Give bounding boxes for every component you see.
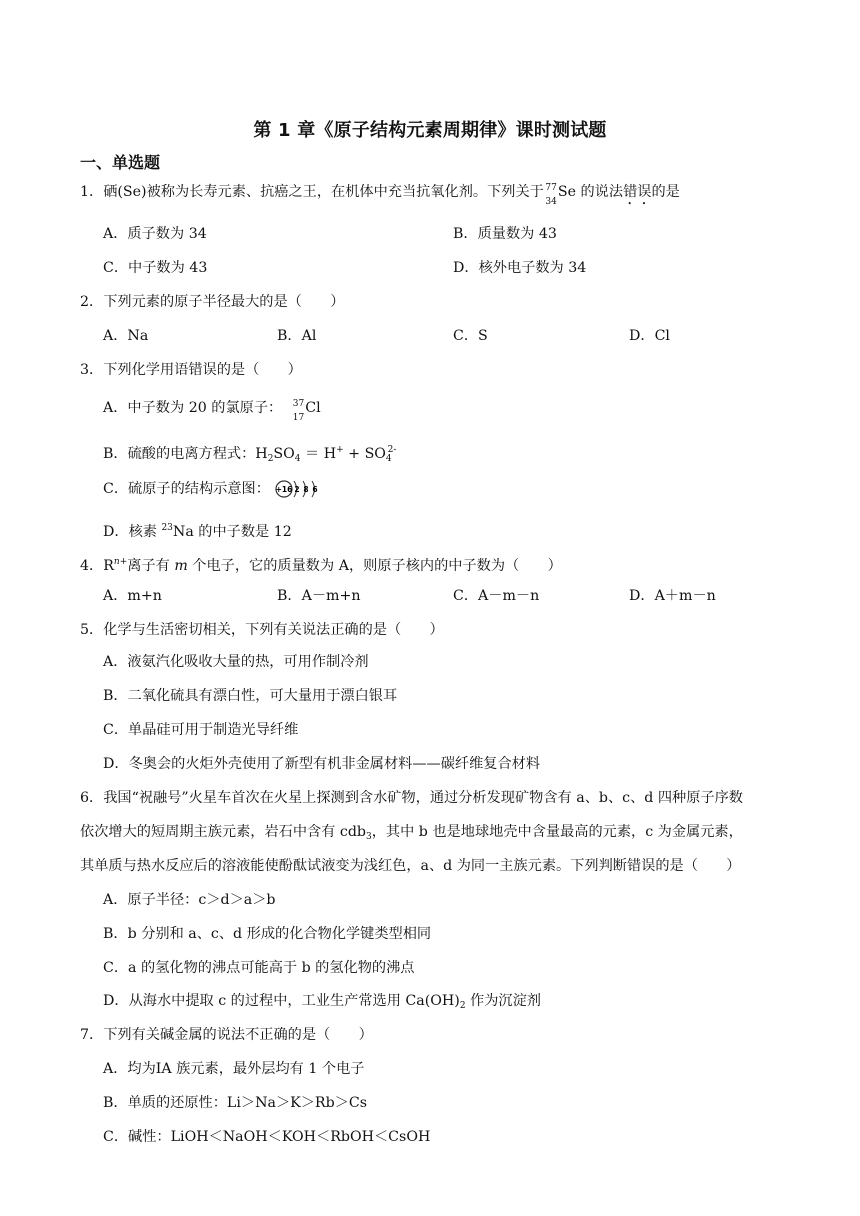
document-title: 第 1 章《原子结构元素周期律》课时测试题 (253, 120, 607, 141)
question-5-stem: 5．化学与生活密切相关，下列有关说法正确的是（ ） (80, 622, 444, 638)
q3-option-c: C．硫原子的结构示意图： +16 2 8 6 (103, 478, 324, 500)
q4-option-c: C．A－m－n (453, 588, 540, 604)
question-2-stem: 2．下列元素的原子半径最大的是（ ） (80, 294, 345, 310)
q2-option-a: A．Na (103, 328, 149, 344)
q2-option-b: B．Al (277, 328, 317, 344)
q4-option-b: B．A－m+n (277, 588, 361, 604)
se-nuclide: 77 34 (545, 183, 557, 207)
q5-option-d: D．冬奥会的火炬外壳使用了新型有机非金属材料——碳纤维复合材料 (103, 756, 541, 772)
q6-option-c: C．a 的氢化物的沸点可能高于 b 的氢化物的沸点 (103, 960, 415, 976)
q6-option-a: A．原子半径：c＞d＞a＞b (103, 892, 276, 908)
question-6-stem-line-3: 其单质与热水反应后的溶液能使酚酞试液变为浅红色，a、d 为同一主族元素。下列判断错误的是（ ） (80, 858, 741, 874)
q2-option-c: C．S (453, 328, 488, 344)
section-heading: 一、单选题 (80, 153, 161, 172)
question-7-stem: 7．下列有关碱金属的说法不正确的是（ ） (80, 1027, 373, 1043)
question-6-stem-line-2: 依次增大的短周期主族元素，岩石中含有 cdb$_3$，其中 b 也是地球地壳中含量最高的元素，c 为金属元素， (80, 824, 743, 842)
q5-option-b: B．二氧化硫具有漂白性，可大量用于漂白银耳 (103, 688, 398, 704)
question-4-stem: 4．$R^{n+}$离子有 m 个电子，它的质量数为 A，则原子核内的中子数为（ ） (80, 557, 562, 574)
q7-option-a: A．均为ⅠA 族元素，最外层均有 1 个电子 (103, 1061, 365, 1077)
q1-option-c: C．中子数为 43 (103, 260, 208, 276)
q5-option-a: A．液氨汽化吸收大量的热，可用作制冷剂 (103, 654, 369, 670)
cl-nuclide: 37 17 (292, 399, 305, 423)
nucleus-charge: +16 (275, 485, 293, 494)
q5-option-c: C．单晶硅可用于制造光导纤维 (103, 722, 299, 738)
question-6-stem-line-1: 6．我国“祝融号”火星车首次在火星上探测到含水矿物，通过分析发现矿物含有 a、b、c、d 四种原子序数 (80, 790, 743, 806)
q7-option-b: B．单质的还原性：Li＞Na＞K＞Rb＞Cs (103, 1095, 368, 1111)
emphasized-word: 错误 (623, 184, 652, 200)
se-symbol: Se (557, 184, 576, 200)
q3-option-a: A．中子数为 20 的氯原子： 37 17 Cl (103, 399, 321, 423)
q7-option-c: C．碱性：LiOH＜NaOH＜KOH＜RbOH＜CsOH (103, 1129, 431, 1145)
sulfur-atom-structure-diagram (274, 478, 324, 500)
shell-3-electrons: 6 (312, 485, 318, 494)
q2-option-d: D．Cl (629, 328, 670, 344)
q1-option-d: D．核外电子数为 34 (453, 260, 587, 276)
shell-2-electrons: 8 (303, 485, 309, 494)
q3-option-d: D．核素 $^{23}$Na 的中子数是 12 (103, 523, 292, 540)
question-1-stem: 1．硒(Se)被称为长寿元素、抗癌之王，在机体中充当抗氧化剂。下列关于 77 34 Se 的说法错误的是 (80, 183, 680, 207)
q3-option-b: B．硫酸的电离方程式：$H_2SO_4 = H^+ + SO_4^{2-}$ (103, 445, 397, 464)
q6-option-b: B．b 分别和 a、c、d 形成的化合物化学键类型相同 (103, 926, 432, 942)
question-3-stem: 3．下列化学用语错误的是（ ） (80, 362, 302, 378)
q6-option-d: D．从海水中提取 c 的过程中，工业生产常选用 $Ca(OH)_2$ 作为沉淀剂 (103, 993, 541, 1011)
q4-option-a: A．m+n (103, 588, 162, 604)
q4-option-d: D．A＋m－n (629, 588, 716, 604)
q1-option-a: A．质子数为 34 (103, 226, 207, 242)
q1-text: 1．硒(Se)被称为长寿元素、抗癌之王，在机体中充当抗氧化剂。下列关于 (80, 184, 544, 200)
q1-option-b: B．质量数为 43 (453, 226, 557, 242)
shell-1-electrons: 2 (294, 485, 300, 494)
